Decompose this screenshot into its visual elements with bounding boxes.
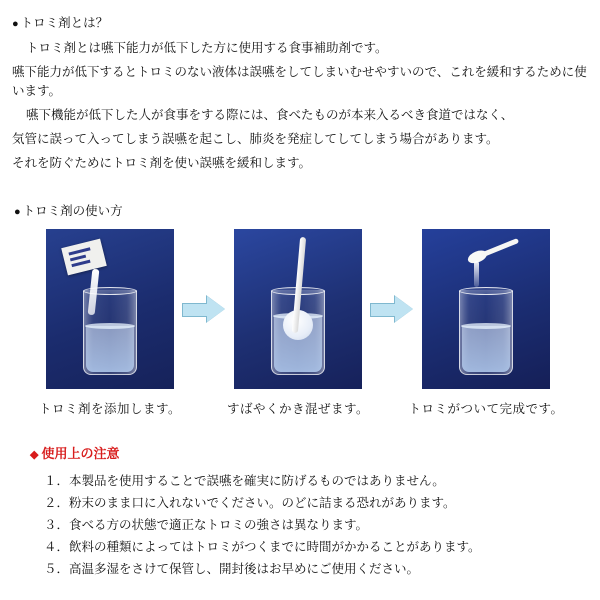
packet-stripe xyxy=(68,247,90,255)
right-arrow-icon xyxy=(182,296,226,322)
step-caption-3: トロミがついて完成です。 xyxy=(408,402,564,416)
glass-rim xyxy=(459,287,513,295)
liquid xyxy=(86,326,134,372)
arrow-2-wrap xyxy=(362,229,422,389)
list-item: １．本製品を使用することで誤嚥を確実に防げるものではありません。 xyxy=(44,474,445,488)
intro-paragraph-5: それを防ぐためにトロミ剤を使い誤嚥を緩和します。 xyxy=(12,156,312,170)
arrow-1-wrap xyxy=(174,229,234,389)
spoon-handle xyxy=(480,238,519,258)
usage-step-3 xyxy=(408,229,564,417)
step-photo-add-thickener xyxy=(46,229,174,389)
intro-heading-text: トロミ剤とは？ xyxy=(20,16,109,30)
bullet-icon: ● xyxy=(14,206,21,218)
spoon-icon xyxy=(466,235,520,265)
caution-title xyxy=(30,443,588,462)
intro-heading xyxy=(12,14,588,33)
arrow-shaft xyxy=(182,303,209,317)
arrow-head xyxy=(207,296,225,322)
step-photo-finished xyxy=(422,229,550,389)
arrow-head xyxy=(395,296,413,322)
thickener-packet-icon xyxy=(61,239,107,276)
list-item: ４．飲料の種類によってはトロミがつくまでに時間がかかることがあります。 xyxy=(44,540,481,554)
step-caption-1: トロミ剤を添加します。 xyxy=(39,402,182,416)
diamond-icon: ◆ xyxy=(30,449,39,461)
packet-stripe xyxy=(71,260,90,268)
liquid-surface xyxy=(461,323,511,329)
caution-section xyxy=(30,443,588,580)
step-caption-2: すばやくかき混ぜます。 xyxy=(227,402,370,416)
usage-heading-text: トロミ剤の使い方 xyxy=(22,204,123,218)
list-item: ２．粉末のまま口に入れないでください。のどに詰まる恐れがあります。 xyxy=(44,496,456,510)
usage-step-1 xyxy=(39,229,182,417)
liquid-surface xyxy=(85,323,135,329)
list-item: ３．食べる方の状態で適正なトロミの強さは異なります。 xyxy=(44,518,369,532)
bullet-icon: ● xyxy=(12,18,19,30)
usage-steps xyxy=(39,229,588,417)
usage-heading xyxy=(14,201,588,219)
arrow-shaft xyxy=(370,303,397,317)
intro-paragraph-4: 気管に誤って入ってしまう誤嚥を起こし、肺炎を発症してしてしまう場合があります。 xyxy=(12,132,499,146)
liquid xyxy=(462,326,510,372)
intro-paragraph-2: 嚥下能力が低下するとトロミのない液体は誤嚥をしてしまいむせやすいので、これを緩和するために使います。 xyxy=(12,65,587,98)
glass-icon xyxy=(459,290,513,375)
right-arrow-icon xyxy=(370,296,414,322)
caution-title-text: 使用上の注意 xyxy=(41,446,120,461)
usage-step-2 xyxy=(227,229,370,417)
intro-paragraph-3: 嚥下機能が低下した人が食事をする際には、食べたものが本来入るべき食道ではなく、 xyxy=(26,108,514,122)
step-photo-stir xyxy=(234,229,362,389)
intro-section xyxy=(12,14,588,173)
intro-paragraph-1: トロミ剤とは嚥下能力が低下した方に使用する食事補助剤です。 xyxy=(26,41,388,55)
thickened-drip-icon xyxy=(474,261,479,287)
list-item: ５．高温多湿をさけて保管し、開封後はお早めにご使用ください。 xyxy=(44,562,420,576)
caution-list xyxy=(30,470,588,580)
